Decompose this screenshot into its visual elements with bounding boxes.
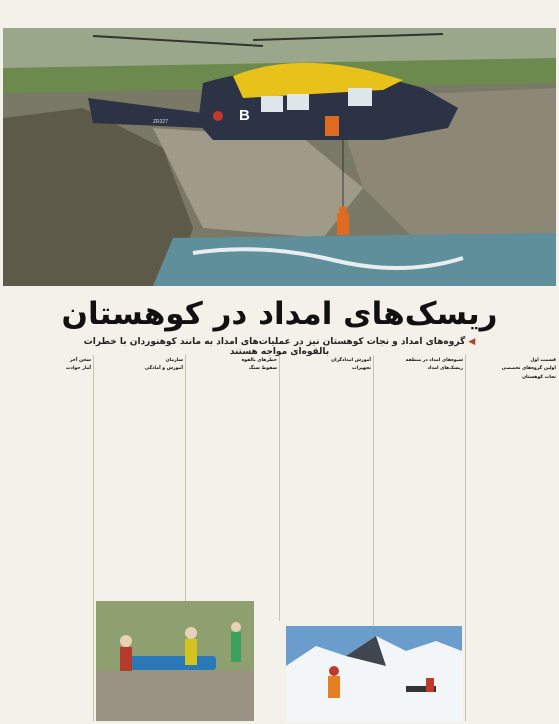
column-5-heading-1: سازمان xyxy=(165,358,183,363)
column-6 xyxy=(3,355,91,721)
red-arrow-bullet-icon: ◀ xyxy=(468,337,476,347)
article-subheadline xyxy=(80,337,479,357)
column-3 xyxy=(283,355,371,621)
helicopter-tail-code: ZR327 xyxy=(153,119,169,125)
column-3-heading-2: تجهیزات xyxy=(352,366,371,372)
column-2-heading-2: ریسک‌های امداد xyxy=(427,366,463,372)
column-1-heading-3: نجات کوهستان xyxy=(522,374,556,380)
column-1-heading-2: اولین گروه‌های تخصصی xyxy=(501,366,556,372)
column-4 xyxy=(189,355,277,601)
column-4-heading-2: سقوط سنگ xyxy=(248,366,277,372)
subheadline-text: گروه‌های امداد و نجات کوهستان نیز در عملیات‌های امداد به مانند کوهنوردان با خطرات بالقوه‌ای مواجه هستند xyxy=(83,337,466,357)
column-1 xyxy=(469,355,556,721)
column-1-heading-1: قسمت اول xyxy=(530,358,556,363)
column-3-heading-1: آموزش امدادگران xyxy=(331,358,371,363)
helicopter-marking: B xyxy=(239,107,250,124)
photo-snow-mountain-rescue xyxy=(286,626,462,722)
article-body-columns xyxy=(3,355,556,721)
photo-stretcher-rescue xyxy=(96,601,254,721)
column-2-heading-1: شیوه‌های امداد در منطقه xyxy=(405,358,463,363)
column-6-heading-1: سخن آخر xyxy=(69,358,91,363)
article-headline: ریسک‌های امداد در کوهستان xyxy=(61,296,498,332)
column-4-heading-1: خطرهای بالقوه xyxy=(241,358,277,363)
column-6-heading-2: آمار حوادث xyxy=(65,366,91,372)
column-5-heading-2: آموزش و آمادگی xyxy=(144,366,183,372)
hero-photo-helicopter-rescue xyxy=(3,28,556,286)
